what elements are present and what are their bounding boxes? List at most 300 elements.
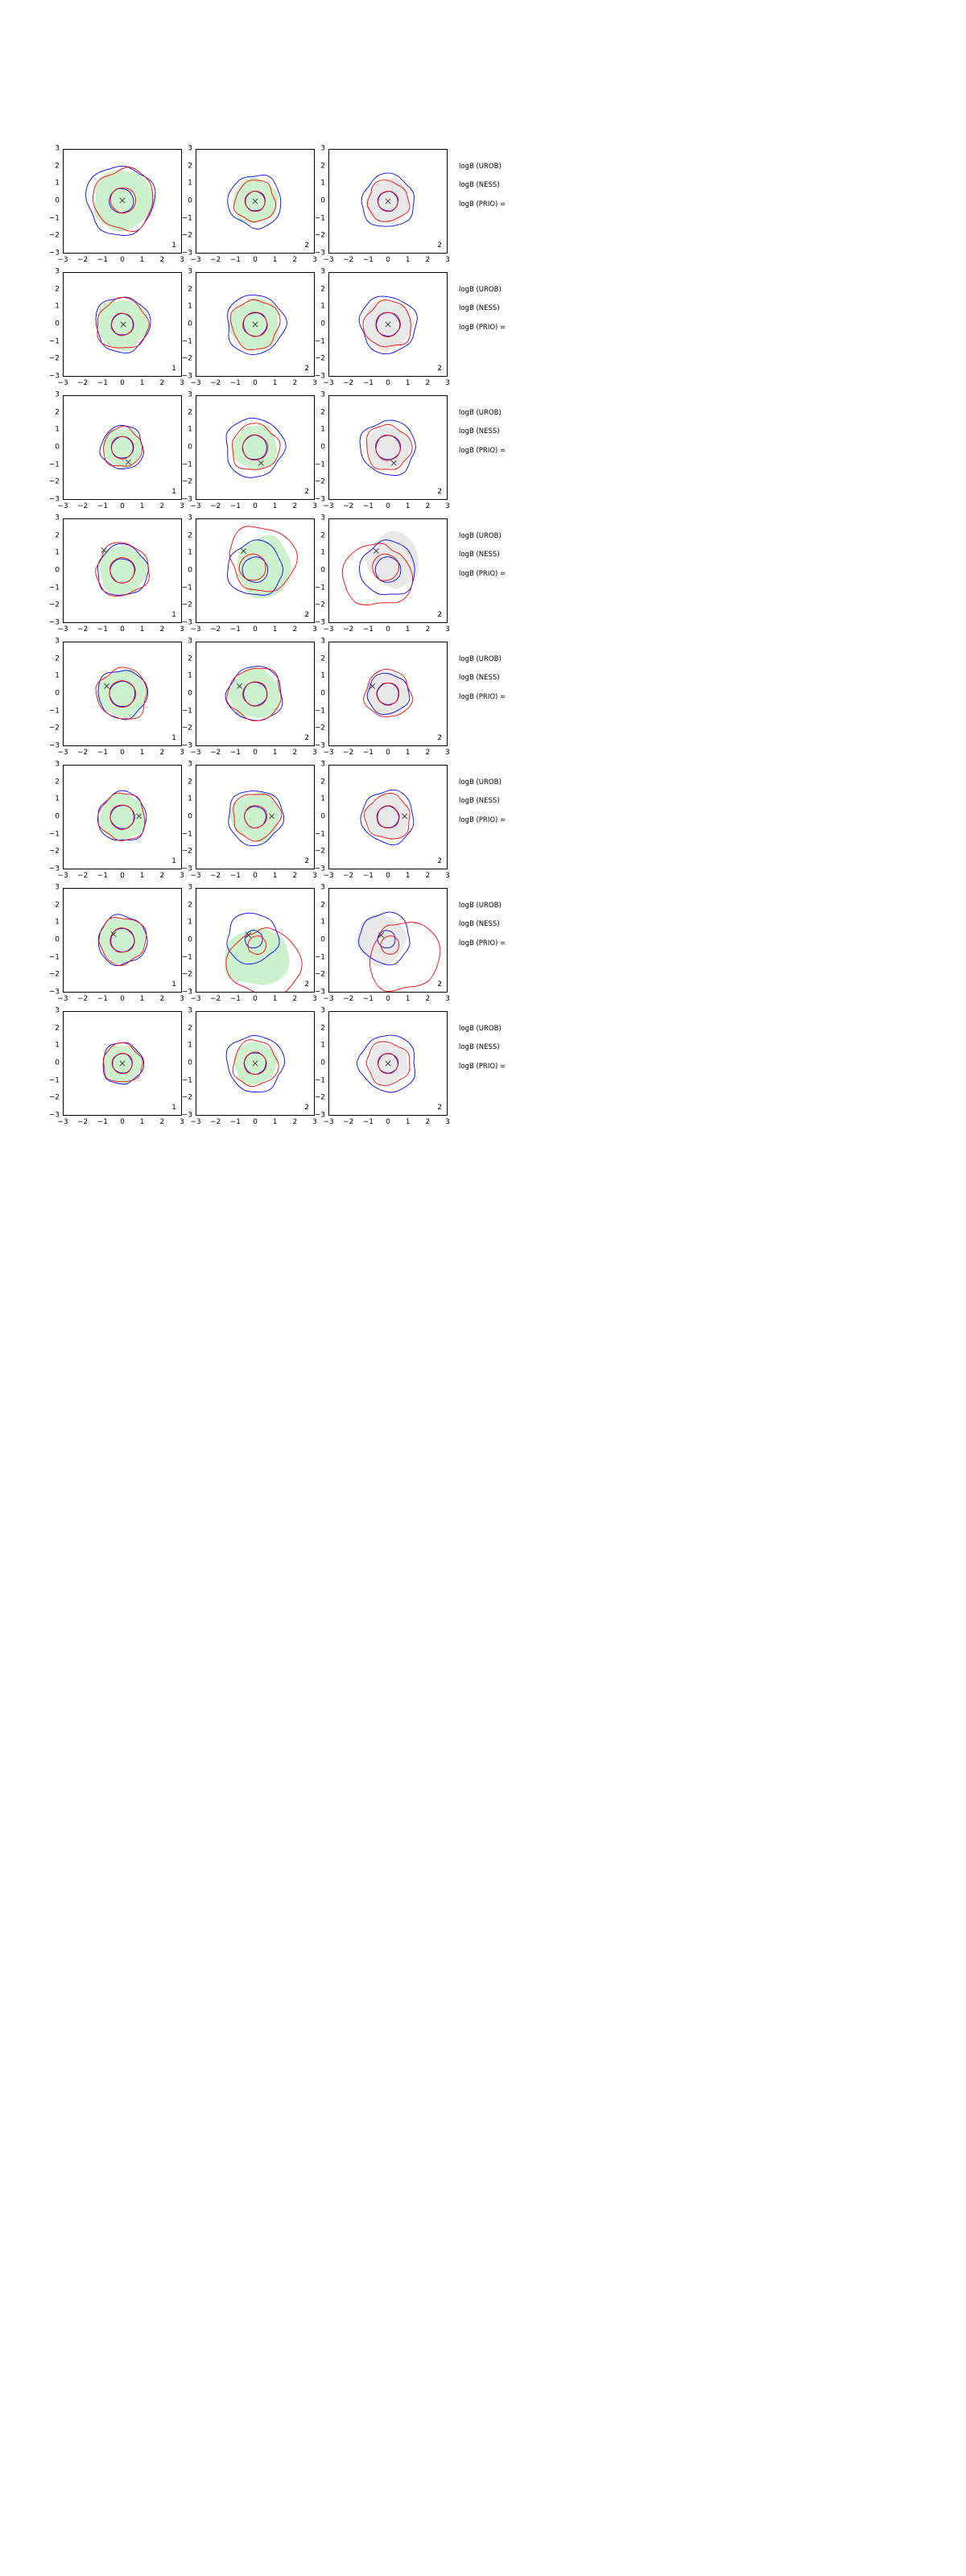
x-tick-label: 0 <box>386 256 390 264</box>
y-tick-label: 2 <box>320 531 325 540</box>
x-tick-label: −1 <box>97 625 108 634</box>
y-tick-label: 0 <box>188 1059 192 1067</box>
y-tick-label: 0 <box>188 320 192 328</box>
legend-entry: logB (UROB) <box>459 1025 502 1033</box>
contour-panel <box>328 642 448 746</box>
panel-index-label: 2 <box>304 611 309 619</box>
x-tick-label: 3 <box>445 379 450 387</box>
y-tick-label: 2 <box>188 285 192 294</box>
x-tick-label: 2 <box>292 256 298 264</box>
x-tick-label: −1 <box>97 1118 108 1126</box>
y-tick-label: −3 <box>314 618 325 627</box>
x-tick-label: −2 <box>343 256 354 264</box>
legend-entry: logB (NESS) <box>459 1043 500 1052</box>
y-tick-label: 3 <box>320 1006 325 1015</box>
x-tick-label: 3 <box>312 995 317 1003</box>
x-tick-label: 3 <box>312 749 317 757</box>
panel-index-label: 2 <box>304 1104 309 1112</box>
y-tick-label: −1 <box>314 830 325 839</box>
x-tick-label: 3 <box>180 995 184 1003</box>
y-tick-label: 0 <box>55 689 60 698</box>
x-tick-label: −3 <box>323 256 334 264</box>
x-tick-label: 3 <box>312 502 317 510</box>
x-tick-label: 1 <box>139 502 145 510</box>
y-tick-label: −3 <box>48 988 60 997</box>
panel-index-label: 1 <box>171 857 176 865</box>
x-tick-label: 1 <box>405 995 411 1003</box>
x-tick-label: 3 <box>445 1118 450 1126</box>
y-tick-label: 3 <box>320 637 325 646</box>
y-tick-label: −3 <box>48 372 60 381</box>
x-tick-label: 2 <box>425 995 431 1003</box>
x-tick-label: 0 <box>253 1118 258 1126</box>
x-tick-label: 0 <box>386 872 390 880</box>
x-tick-label: 3 <box>180 256 184 264</box>
x-tick-label: 3 <box>180 1118 184 1126</box>
legend-entry: logB (PRIO) = <box>459 200 506 208</box>
x-tick-label: −2 <box>210 995 221 1003</box>
x-tick-label: 1 <box>405 872 411 880</box>
x-tick-label: −1 <box>229 379 241 387</box>
x-tick-label: −2 <box>210 379 221 387</box>
y-tick-label: −1 <box>314 460 325 469</box>
x-tick-label: 3 <box>312 1118 317 1126</box>
y-tick-label: 2 <box>188 531 192 540</box>
x-tick-label: 0 <box>120 625 125 634</box>
y-tick-label: 2 <box>55 162 60 171</box>
panel-index-label: 1 <box>171 980 176 989</box>
legend-entry: logB (NESS) <box>459 797 500 806</box>
x-tick-label: 3 <box>445 256 450 264</box>
y-tick-label: 0 <box>55 196 60 205</box>
posterior-fill <box>365 179 409 225</box>
y-tick-label: 1 <box>320 425 325 434</box>
x-tick-label: 2 <box>159 749 165 757</box>
y-tick-label: 2 <box>320 162 325 171</box>
x-tick-label: −2 <box>77 995 89 1003</box>
y-tick-label: 2 <box>188 901 192 910</box>
x-tick-label: −3 <box>323 995 334 1003</box>
x-tick-label: 3 <box>312 256 317 264</box>
x-tick-label: −2 <box>77 379 89 387</box>
y-tick-label: 3 <box>320 883 325 892</box>
contour-panel <box>328 149 448 254</box>
y-tick-label: 0 <box>320 320 325 328</box>
x-tick-label: −2 <box>343 625 354 634</box>
x-tick-label: 3 <box>180 872 184 880</box>
x-tick-label: −2 <box>77 625 89 634</box>
legend-entry: logB (NESS) <box>459 920 500 929</box>
y-tick-label: 1 <box>320 918 325 927</box>
x-tick-label: −3 <box>190 995 201 1003</box>
x-tick-label: 2 <box>292 625 298 634</box>
x-tick-label: −3 <box>190 749 201 757</box>
x-tick-label: 2 <box>292 995 298 1003</box>
row-legend <box>459 287 506 343</box>
y-tick-label: 2 <box>55 285 60 294</box>
legend-entry: logB (UROB) <box>459 163 502 171</box>
row-legend <box>459 779 506 836</box>
x-tick-label: 1 <box>139 872 145 880</box>
y-tick-label: 1 <box>320 302 325 311</box>
legend-entry: logB (UROB) <box>459 902 502 910</box>
y-tick-label: −3 <box>181 988 192 997</box>
contour-panel <box>63 642 182 746</box>
y-tick-label: 3 <box>188 390 192 399</box>
y-tick-label: −2 <box>314 724 325 733</box>
y-tick-label: 0 <box>320 689 325 698</box>
y-tick-label: 2 <box>188 162 192 171</box>
posterior-fill <box>365 427 411 470</box>
contour-panel <box>63 1011 182 1116</box>
y-tick-label: −3 <box>314 988 325 997</box>
legend-entry: logB (PRIO) = <box>459 1062 506 1071</box>
contour-panel <box>63 765 182 869</box>
x-tick-label: −3 <box>57 995 68 1003</box>
y-tick-label: 0 <box>55 443 60 452</box>
y-tick-label: 2 <box>320 654 325 663</box>
x-tick-label: 1 <box>272 379 278 387</box>
y-tick-label: 2 <box>55 654 60 663</box>
posterior-fill <box>365 672 410 716</box>
x-tick-label: −1 <box>97 749 108 757</box>
x-tick-label: 2 <box>292 872 298 880</box>
x-tick-label: −3 <box>323 625 334 634</box>
y-tick-label: 3 <box>188 637 192 646</box>
y-tick-label: 1 <box>55 548 60 557</box>
x-tick-label: −2 <box>210 256 221 264</box>
contour-panel <box>328 765 448 869</box>
legend-entry: logB (PRIO) = <box>459 569 506 578</box>
legend-entry: logB (UROB) <box>459 778 502 786</box>
panel-index-label: 1 <box>171 488 176 496</box>
y-tick-label: −3 <box>181 372 192 381</box>
y-tick-label: 3 <box>55 267 60 276</box>
x-tick-label: −3 <box>190 872 201 880</box>
x-tick-label: 3 <box>180 502 184 510</box>
contour-panel <box>63 395 182 500</box>
y-tick-label: 1 <box>55 302 60 311</box>
x-tick-label: −1 <box>362 749 374 757</box>
panel-index-label: 1 <box>171 1104 176 1112</box>
y-tick-label: 2 <box>55 1024 60 1033</box>
y-tick-label: 3 <box>55 144 60 153</box>
y-tick-label: −3 <box>314 1111 325 1120</box>
y-tick-label: 2 <box>55 778 60 786</box>
y-tick-label: 1 <box>188 1041 192 1050</box>
x-tick-label: 1 <box>139 995 145 1003</box>
x-tick-label: −2 <box>343 1118 354 1126</box>
panel-index-label: 2 <box>304 488 309 496</box>
x-tick-label: −1 <box>362 625 374 634</box>
posterior-fill <box>369 1044 407 1084</box>
y-tick-label: −2 <box>181 601 192 609</box>
y-tick-label: 3 <box>320 514 325 522</box>
y-tick-label: 1 <box>188 548 192 557</box>
x-tick-label: 0 <box>386 502 390 510</box>
x-tick-label: 3 <box>180 379 184 387</box>
y-tick-label: −2 <box>48 724 60 733</box>
legend-entry: logB (NESS) <box>459 427 500 436</box>
y-tick-label: −1 <box>48 584 60 592</box>
y-tick-label: −2 <box>48 477 60 486</box>
x-tick-label: 2 <box>159 872 165 880</box>
x-tick-label: 1 <box>272 625 278 634</box>
x-tick-label: 0 <box>120 256 125 264</box>
y-tick-label: −2 <box>181 354 192 363</box>
y-tick-label: −3 <box>314 249 325 258</box>
row-legend <box>459 533 506 589</box>
y-tick-label: −2 <box>181 724 192 733</box>
x-tick-label: −2 <box>210 502 221 510</box>
y-tick-label: −2 <box>181 1093 192 1102</box>
x-tick-label: −2 <box>343 502 354 510</box>
legend-entry: logB (PRIO) = <box>459 692 506 701</box>
x-tick-label: 2 <box>425 872 431 880</box>
x-tick-label: 2 <box>425 379 431 387</box>
contour-panel <box>196 149 315 254</box>
contour-panel <box>63 518 182 623</box>
y-tick-label: 3 <box>320 760 325 769</box>
x-tick-label: −2 <box>77 502 89 510</box>
y-tick-label: 0 <box>55 1059 60 1067</box>
y-tick-label: 2 <box>55 901 60 910</box>
x-tick-label: −3 <box>57 749 68 757</box>
x-tick-label: −2 <box>77 749 89 757</box>
panel-index-label: 2 <box>304 734 309 742</box>
y-tick-label: 2 <box>188 654 192 663</box>
x-tick-label: −1 <box>97 502 108 510</box>
row-legend <box>459 902 506 959</box>
x-tick-label: 1 <box>405 1118 411 1126</box>
x-tick-label: −3 <box>57 872 68 880</box>
x-tick-label: −1 <box>362 995 374 1003</box>
x-tick-label: 1 <box>139 379 145 387</box>
y-tick-label: −3 <box>48 249 60 258</box>
x-tick-label: 3 <box>445 502 450 510</box>
x-tick-label: −1 <box>229 872 241 880</box>
panel-index-label: 2 <box>304 857 309 865</box>
x-tick-label: −3 <box>57 625 68 634</box>
y-tick-label: −1 <box>48 953 60 962</box>
legend-entry: logB (UROB) <box>459 409 502 417</box>
y-tick-label: 1 <box>188 918 192 927</box>
contour-panel <box>63 888 182 993</box>
legend-entry: logB (UROB) <box>459 532 502 540</box>
y-tick-label: 2 <box>188 778 192 786</box>
x-tick-label: −3 <box>190 625 201 634</box>
y-tick-label: 2 <box>320 1024 325 1033</box>
x-tick-label: 1 <box>139 625 145 634</box>
y-tick-label: 2 <box>188 1024 192 1033</box>
x-tick-label: −2 <box>343 872 354 880</box>
y-tick-label: 1 <box>188 425 192 434</box>
x-tick-label: −3 <box>57 256 68 264</box>
panel-index-label: 2 <box>304 242 309 250</box>
y-tick-label: −2 <box>181 477 192 486</box>
y-tick-label: 2 <box>55 408 60 417</box>
panel-index-label: 2 <box>437 980 442 989</box>
y-tick-label: 3 <box>320 267 325 276</box>
y-tick-label: 1 <box>320 1041 325 1050</box>
x-tick-label: −1 <box>362 256 374 264</box>
y-tick-label: −1 <box>48 707 60 716</box>
legend-entry: logB (NESS) <box>459 551 500 559</box>
y-tick-label: −2 <box>314 354 325 363</box>
x-tick-label: 2 <box>292 502 298 510</box>
x-tick-label: −2 <box>77 872 89 880</box>
y-tick-label: 2 <box>320 901 325 910</box>
y-tick-label: −3 <box>314 372 325 381</box>
y-tick-label: −1 <box>181 707 192 716</box>
x-tick-label: −2 <box>343 749 354 757</box>
y-tick-label: −3 <box>181 618 192 627</box>
x-tick-label: 2 <box>292 379 298 387</box>
panel-index-label: 1 <box>171 611 176 619</box>
y-tick-label: −2 <box>48 231 60 240</box>
y-tick-label: −1 <box>314 1076 325 1085</box>
x-tick-label: 0 <box>120 872 125 880</box>
y-tick-label: −1 <box>48 460 60 469</box>
contour-panel <box>328 518 448 623</box>
x-tick-label: 3 <box>312 625 317 634</box>
y-tick-label: −3 <box>181 741 192 750</box>
y-tick-label: 2 <box>188 408 192 417</box>
y-tick-label: 2 <box>320 778 325 786</box>
y-tick-label: −2 <box>48 970 60 979</box>
y-tick-label: −1 <box>48 337 60 346</box>
y-tick-label: 0 <box>320 196 325 205</box>
y-tick-label: −3 <box>48 741 60 750</box>
panel-index-label: 2 <box>437 365 442 373</box>
y-tick-label: −1 <box>314 584 325 592</box>
panel-index-label: 2 <box>437 242 442 250</box>
x-tick-label: 2 <box>425 1118 431 1126</box>
x-tick-label: −3 <box>190 1118 201 1126</box>
y-tick-label: −2 <box>314 847 325 856</box>
x-tick-label: 1 <box>139 749 145 757</box>
y-tick-label: 3 <box>55 883 60 892</box>
y-tick-label: −3 <box>48 495 60 504</box>
x-tick-label: 0 <box>386 749 390 757</box>
y-tick-label: 2 <box>320 285 325 294</box>
y-tick-label: −1 <box>48 1076 60 1085</box>
x-tick-label: 1 <box>405 625 411 634</box>
x-tick-label: 0 <box>386 995 390 1003</box>
y-tick-label: 0 <box>188 443 192 452</box>
x-tick-label: 2 <box>159 625 165 634</box>
x-tick-label: −3 <box>323 502 334 510</box>
x-tick-label: −3 <box>323 379 334 387</box>
row-legend <box>459 163 506 220</box>
y-tick-label: 3 <box>188 883 192 892</box>
y-tick-label: −1 <box>314 953 325 962</box>
x-tick-label: 0 <box>120 379 125 387</box>
y-tick-label: −3 <box>48 1111 60 1120</box>
y-tick-label: 0 <box>188 196 192 205</box>
y-tick-label: 2 <box>55 531 60 540</box>
y-tick-label: −3 <box>48 865 60 873</box>
y-tick-label: 1 <box>55 425 60 434</box>
x-tick-label: 1 <box>272 256 278 264</box>
y-tick-label: −1 <box>181 214 192 223</box>
contour-panel <box>196 1011 315 1116</box>
y-tick-label: −1 <box>181 1076 192 1085</box>
posterior-fill <box>232 425 278 471</box>
legend-entry: logB (UROB) <box>459 286 502 294</box>
y-tick-label: −3 <box>314 741 325 750</box>
x-tick-label: −1 <box>362 872 374 880</box>
x-tick-label: −1 <box>97 995 108 1003</box>
y-tick-label: 3 <box>188 267 192 276</box>
y-tick-label: 2 <box>320 408 325 417</box>
y-tick-label: −2 <box>314 601 325 609</box>
x-tick-label: −1 <box>362 502 374 510</box>
panel-index-label: 2 <box>304 365 309 373</box>
panel-index-label: 2 <box>437 734 442 742</box>
legend-entry: logB (UROB) <box>459 655 502 663</box>
panel-index-label: 1 <box>171 365 176 373</box>
x-tick-label: 0 <box>386 379 390 387</box>
x-tick-label: 2 <box>159 1118 165 1126</box>
x-tick-label: 3 <box>312 872 317 880</box>
x-tick-label: 1 <box>405 379 411 387</box>
posterior-fill <box>366 531 419 589</box>
y-tick-label: 3 <box>55 1006 60 1015</box>
panel-index-label: 2 <box>437 488 442 496</box>
x-tick-label: 3 <box>445 625 450 634</box>
x-tick-label: 3 <box>445 872 450 880</box>
x-tick-label: 0 <box>253 872 258 880</box>
y-tick-label: 0 <box>320 566 325 575</box>
panel-index-label: 1 <box>171 242 176 250</box>
y-tick-label: −1 <box>181 584 192 592</box>
contour-panel <box>196 272 315 377</box>
y-tick-label: 0 <box>320 443 325 452</box>
legend-entry: logB (PRIO) = <box>459 815 506 824</box>
x-tick-label: 0 <box>386 625 390 634</box>
x-tick-label: 0 <box>120 995 125 1003</box>
x-tick-label: −2 <box>210 625 221 634</box>
x-tick-label: 1 <box>139 1118 145 1126</box>
contour-panel <box>196 395 315 500</box>
y-tick-label: 0 <box>188 812 192 821</box>
y-tick-label: 1 <box>188 795 192 803</box>
x-tick-label: −2 <box>210 872 221 880</box>
panel-index-label: 2 <box>437 611 442 619</box>
x-tick-label: 0 <box>253 379 258 387</box>
y-tick-label: 1 <box>320 795 325 803</box>
y-tick-label: 0 <box>55 320 60 328</box>
contour-panel <box>196 888 315 993</box>
contour-panel <box>328 395 448 500</box>
x-tick-label: 0 <box>386 1118 390 1126</box>
panel-index-label: 2 <box>437 1104 442 1112</box>
x-tick-label: −3 <box>57 1118 68 1126</box>
y-tick-label: −1 <box>181 830 192 839</box>
panel-index-label: 2 <box>304 980 309 989</box>
y-tick-label: −2 <box>48 601 60 609</box>
x-tick-label: 3 <box>312 379 317 387</box>
y-tick-label: −3 <box>181 1111 192 1120</box>
y-tick-label: 1 <box>55 918 60 927</box>
y-tick-label: 3 <box>55 637 60 646</box>
y-tick-label: −3 <box>181 249 192 258</box>
contour-panel <box>196 765 315 869</box>
y-tick-label: −1 <box>181 953 192 962</box>
y-tick-label: 3 <box>188 1006 192 1015</box>
x-tick-label: −1 <box>97 379 108 387</box>
